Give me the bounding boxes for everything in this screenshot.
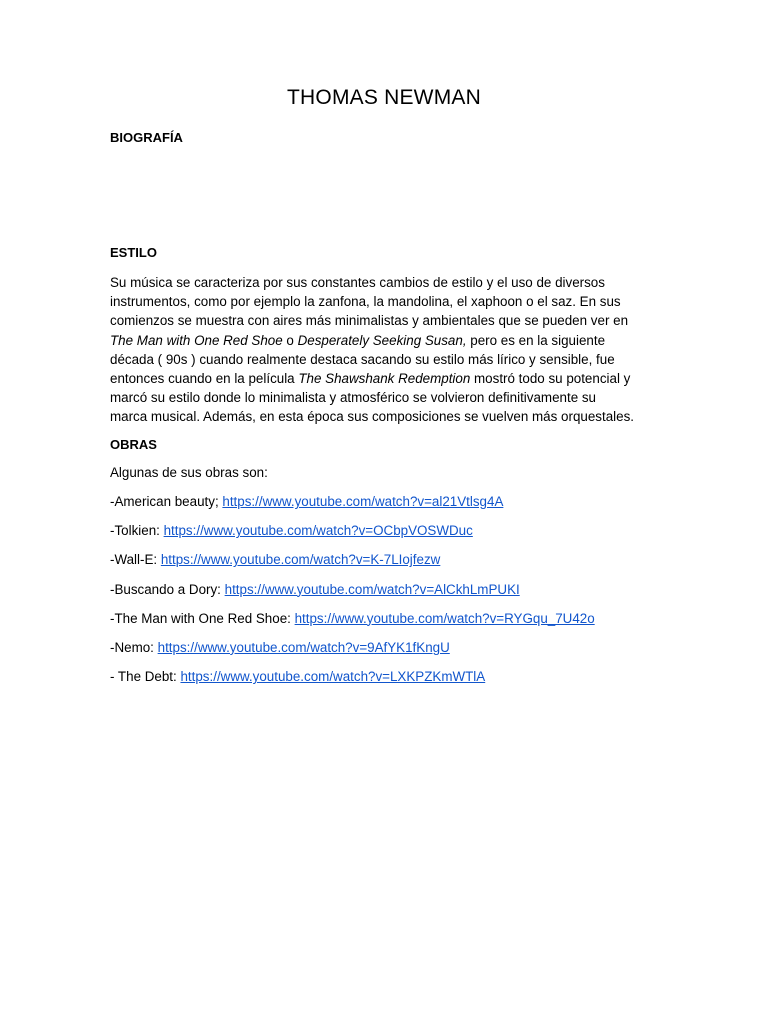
paragraph-line — [110, 369, 670, 388]
work-label: -The Man with One Red Shoe: — [110, 610, 295, 626]
paragraph-text: mostró todo su potencial y — [470, 371, 631, 387]
paragraph-text: pero es en la siguiente — [466, 332, 606, 348]
work-item — [110, 494, 595, 523]
work-label: - The Debt: — [110, 669, 181, 685]
work-label: -Nemo: — [110, 639, 158, 655]
work-item — [110, 523, 595, 552]
work-label: -Tolkien: — [110, 523, 164, 539]
paragraph-line: marcó su estilo donde lo minimalista y atmosférico se volvieron definitivamente su — [110, 390, 596, 406]
film-title: Desperately Seeking Susan, — [297, 332, 467, 348]
paragraph-line: década ( 90s ) cuando realmente destaca sacando su estilo más lírico y sensible, fue — [110, 351, 615, 367]
youtube-link[interactable]: https://www.youtube.com/watch?v=RYGqu_7U42o — [294, 610, 595, 626]
paragraph-line: Su música se caracteriza por sus constantes cambios de estilo y el uso de diversos — [110, 275, 605, 290]
work-label: -American beauty; — [110, 494, 223, 509]
youtube-link[interactable]: https://www.youtube.com/watch?v=K-7LIojfezw — [160, 552, 441, 568]
page-title: THOMAS NEWMAN — [287, 86, 481, 109]
work-item — [110, 582, 595, 611]
paragraph-line: marca musical. Además, en esta época sus composiciones se vuelven más orquestales. — [110, 409, 634, 425]
work-item — [110, 640, 595, 669]
heading-obras: OBRAS — [110, 437, 157, 452]
paragraph-text: entonces cuando en la película — [110, 371, 299, 387]
youtube-link[interactable]: https://www.youtube.com/watch?v=AlCkhLmPUKI — [224, 581, 520, 597]
paragraph-line: instrumentos, como por ejemplo la zanfona, la mandolina, el xaphoon o el saz. En sus — [110, 294, 621, 310]
work-label: -Wall-E: — [110, 552, 161, 568]
work-item — [110, 669, 595, 698]
obras-intro: Algunas de sus obras son: — [110, 465, 268, 480]
heading-biografia: BIOGRAFÍA — [110, 130, 183, 145]
work-item — [110, 552, 595, 581]
paragraph-line — [110, 331, 670, 350]
youtube-link[interactable]: https://www.youtube.com/watch?v=OCbpVOSWDuc — [163, 523, 473, 539]
paragraph-line: comienzos se muestra con aires más minimalistas y ambientales que se pueden ver en — [110, 313, 629, 329]
work-label: -Buscando a Dory: — [110, 581, 225, 597]
film-title: The Shawshank Redemption — [298, 371, 471, 387]
youtube-link[interactable]: https://www.youtube.com/watch?v=LXKPZKmWTlA — [180, 669, 486, 685]
youtube-link[interactable]: https://www.youtube.com/watch?v=al21Vtlsg4A — [222, 494, 504, 509]
film-title: The Man with One Red Shoe — [110, 332, 283, 348]
youtube-link[interactable]: https://www.youtube.com/watch?v=9AfYK1fKngU — [157, 639, 450, 655]
work-item — [110, 611, 595, 640]
paragraph-text: o — [282, 332, 298, 348]
estilo-paragraph — [110, 273, 670, 427]
works-list — [110, 494, 595, 698]
heading-estilo: ESTILO — [110, 245, 157, 260]
